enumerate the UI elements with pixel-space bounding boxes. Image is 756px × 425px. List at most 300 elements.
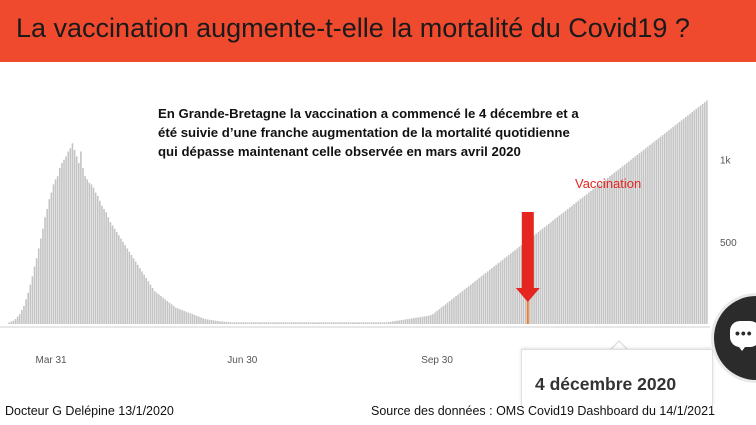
chart-bar (177, 308, 179, 324)
chart-bar (285, 322, 287, 324)
chart-bar (516, 248, 518, 324)
chart-bar (618, 170, 620, 324)
chart-bar (51, 193, 53, 324)
chart-bar (23, 306, 25, 324)
chart-bar (63, 160, 65, 324)
chart-bar (11, 322, 13, 324)
chart-bar (204, 319, 206, 324)
chart-bar (443, 306, 445, 324)
chart-bar (53, 184, 55, 324)
chart-bar (459, 293, 461, 324)
chart-bar (150, 285, 152, 324)
chart-bar (508, 255, 510, 324)
chart-bar (424, 316, 426, 324)
chart-bar (306, 322, 308, 324)
chart-bar (27, 293, 29, 324)
chart-bar (453, 298, 455, 324)
x-tick-label: Sep 30 (421, 355, 453, 366)
chart-bar (537, 232, 539, 324)
chart-bar (244, 322, 246, 324)
chart-bar (666, 132, 668, 324)
chart-bar (356, 322, 358, 324)
chart-bar (318, 322, 320, 324)
chart-bar (261, 322, 263, 324)
chart-bar (409, 319, 411, 324)
chart-bar (651, 143, 653, 324)
chart-bar (350, 322, 352, 324)
chart-bar (215, 321, 217, 324)
chart-bar (32, 276, 34, 324)
chart-bar (223, 322, 225, 324)
chart-bar (360, 322, 362, 324)
chart-bar (308, 322, 310, 324)
chart-bar (497, 263, 499, 324)
chart-bar (310, 322, 312, 324)
chart-bar (228, 322, 230, 324)
chart-bar (377, 322, 379, 324)
chart-bar (582, 198, 584, 325)
chart-bar (289, 322, 291, 324)
chart-bar (660, 137, 662, 324)
chart-bar (322, 322, 324, 324)
chart-bar (242, 322, 244, 324)
chart-bar (578, 201, 580, 324)
chart-bar (662, 135, 664, 324)
chart-bar (72, 143, 74, 324)
chart-bar (55, 179, 57, 324)
chart-bar (698, 107, 700, 324)
chart-bar (388, 322, 390, 324)
chart-bar (91, 184, 93, 324)
chart-bar (21, 310, 23, 324)
x-tick-label: Jun 30 (227, 355, 258, 366)
chart-bar (139, 268, 141, 324)
chart-bar (110, 222, 112, 324)
title-bar (0, 0, 756, 62)
chart-bar (451, 299, 453, 324)
chart-bar (196, 316, 198, 324)
chart-bar (548, 224, 550, 324)
chart-bar (61, 163, 63, 324)
chart-bar (373, 322, 375, 324)
chart-bar (672, 127, 674, 324)
chart-bar (603, 181, 605, 324)
chart-bar (89, 183, 91, 324)
chart-bar (329, 322, 331, 324)
chart-bar (213, 320, 215, 324)
chart-bar (485, 273, 487, 324)
chart-bar (145, 278, 147, 324)
chart-bar (462, 291, 464, 324)
chart-bar (491, 268, 493, 324)
chart-bar (365, 322, 367, 324)
chart-bar (643, 150, 645, 324)
chart-bar (478, 278, 480, 324)
chart-bar (247, 322, 249, 324)
y-tick-label: 500 (720, 237, 737, 249)
chart-bar (84, 176, 86, 324)
chart-bar (689, 114, 691, 324)
chart-bar (464, 290, 466, 325)
chart-bar (183, 311, 185, 324)
chart-bar (162, 298, 164, 324)
chart-bar (405, 319, 407, 324)
chart-bar (129, 252, 131, 324)
chart-bar (97, 196, 99, 324)
chart-bar (430, 315, 432, 324)
chart-bar (687, 115, 689, 324)
chart-bar (257, 322, 259, 324)
chart-bar (571, 206, 573, 324)
chart-bar (36, 258, 38, 324)
chart-bar (504, 258, 506, 324)
chart-bar (590, 191, 592, 324)
chart-bar (253, 322, 255, 324)
chart-bar (160, 296, 162, 324)
chart-bar (438, 309, 440, 324)
chart-bar (489, 270, 491, 324)
chart-bar (107, 217, 109, 324)
chart-bar (221, 322, 223, 324)
chart-bar (563, 212, 565, 324)
chart-bar (567, 209, 569, 324)
chat-icon (730, 321, 756, 347)
chart-bar (556, 217, 558, 324)
chart-bar (506, 257, 508, 324)
chart-bar (287, 322, 289, 324)
chart-bar (291, 322, 293, 324)
chart-bar (422, 317, 424, 324)
chart-bar (198, 317, 200, 324)
chart-bar (586, 194, 588, 324)
chart-bar (175, 308, 177, 324)
chart-bar (209, 320, 211, 324)
chart-bar (335, 322, 337, 324)
chart-bar (417, 317, 419, 324)
chart-bar (192, 314, 194, 324)
chart-bar (86, 179, 88, 324)
vaccination-label: Vaccination (575, 176, 642, 191)
chart-bar (649, 145, 651, 324)
chart-bar (436, 311, 438, 324)
chart-bar (544, 227, 546, 324)
chart-bar (169, 303, 171, 324)
chart-bar (118, 235, 120, 324)
chart-bar (415, 318, 417, 324)
chart-bar (396, 321, 398, 324)
chart-bar (348, 322, 350, 324)
chart-bar (542, 229, 544, 324)
chart-bar (337, 322, 339, 324)
chart-bar (679, 122, 681, 324)
chart-bar (428, 316, 430, 324)
chart-bar (599, 184, 601, 324)
chart-bar (103, 209, 105, 324)
chart-bar (514, 250, 516, 324)
chart-bar (78, 163, 80, 324)
chart-bar (352, 322, 354, 324)
chart-bar (190, 313, 192, 324)
chart-bar (133, 258, 135, 324)
chart-bar (80, 152, 82, 325)
chart-bar (240, 322, 242, 324)
chart-bar (95, 193, 97, 324)
chart-bar (156, 293, 158, 324)
chart-bar (390, 322, 392, 324)
chart-bar (371, 322, 373, 324)
chart-bar (251, 322, 253, 324)
chart-bar (502, 260, 504, 324)
chart-bar (238, 322, 240, 324)
chart-bar (38, 248, 40, 324)
chart-bar (301, 322, 303, 324)
chart-bar (367, 322, 369, 324)
chart-bar (154, 291, 156, 324)
chart-bar (67, 152, 69, 325)
chart-bar (293, 322, 295, 324)
chart-bar (202, 318, 204, 324)
chart-bar (131, 255, 133, 324)
chart-bar (441, 308, 443, 324)
chart-bar (40, 239, 42, 324)
chart-bar (398, 320, 400, 324)
chart-bar (411, 318, 413, 324)
chart-bar (613, 173, 615, 324)
chart-bar (559, 216, 561, 324)
chart-bar (693, 110, 695, 324)
chart-bar (588, 193, 590, 324)
chart-bar (670, 129, 672, 325)
chart-bar (609, 176, 611, 324)
chart-bar (200, 317, 202, 324)
y-tick-label: 1k (720, 155, 731, 167)
chart-bar (112, 225, 114, 324)
chart-bar (615, 171, 617, 324)
chart-bar (57, 176, 59, 324)
annotation-text (158, 104, 608, 161)
chart-bar (143, 275, 145, 324)
chart-bar (468, 286, 470, 324)
annotation-line-2: été suivie d’une franche augmentation de la mortalité quotidienne (158, 125, 570, 140)
chart-bar (122, 242, 124, 324)
chart-bar (466, 288, 468, 324)
chart-bar (677, 124, 679, 324)
chart-bar (596, 186, 598, 324)
chart-bar (259, 322, 261, 324)
chart-bar (44, 217, 46, 324)
chart-bar (320, 322, 322, 324)
chart-bar (645, 148, 647, 324)
chart-bar (25, 299, 27, 324)
chart-bar (314, 322, 316, 324)
chart-bar (266, 322, 268, 324)
chart-bar (476, 280, 478, 324)
chart-bar (278, 322, 280, 324)
chart-bar (704, 102, 706, 324)
chart-bar (74, 150, 76, 324)
chart-bar (217, 321, 219, 324)
chart-bar (226, 322, 228, 324)
chart-bar (276, 322, 278, 324)
chart-bar (386, 322, 388, 324)
chart-bar (13, 321, 15, 324)
chart-bar (550, 222, 552, 324)
chart-bar (167, 301, 169, 324)
chart-bar (270, 322, 272, 324)
chart-bar (664, 133, 666, 324)
chart-bar (207, 319, 209, 324)
chart-bar (363, 322, 365, 324)
chart-bar (647, 147, 649, 324)
chart-bar (164, 299, 166, 324)
chart-bar (594, 188, 596, 324)
chart-bar (500, 262, 502, 324)
chart-bar (601, 183, 603, 324)
chart-bar (493, 267, 495, 325)
annotation-line-1: En Grande-Bretagne la vaccination a commencé le 4 décembre et a (158, 106, 579, 121)
chart-bar (76, 156, 78, 324)
chart-bar (403, 320, 405, 324)
chart-bar (268, 322, 270, 324)
chart-bar (656, 140, 658, 324)
chart-bar (152, 288, 154, 324)
chart-bar (481, 276, 483, 324)
chart-bar (510, 253, 512, 324)
chart-bar (611, 175, 613, 325)
chart-bar (445, 304, 447, 324)
chart-bar (605, 179, 607, 324)
chart-bar (263, 322, 265, 324)
chart-bar (274, 322, 276, 324)
chart-bar (495, 265, 497, 324)
chart-bar (70, 148, 72, 324)
chart-bar (658, 138, 660, 324)
slide-title: La vaccination augmente-t-elle la mortalité du Covid19 ? (16, 13, 690, 43)
chart-bar (15, 319, 17, 324)
chart-bar (519, 247, 521, 324)
chart-bar (584, 196, 586, 324)
chart-bar (59, 168, 61, 324)
chart-bar (101, 206, 103, 324)
chart-bar (282, 322, 284, 324)
chart-bar (483, 275, 485, 324)
chart-bar (552, 221, 554, 325)
x-tick-label: Mar 31 (35, 355, 67, 366)
chart-bar (702, 104, 704, 324)
date-tooltip-text: 4 décembre 2020 (535, 374, 677, 394)
chart-bar (683, 119, 685, 324)
chart-bar (304, 322, 306, 324)
chart-bar (674, 125, 676, 324)
chart-bar (354, 322, 356, 324)
chart-bar (34, 267, 36, 325)
chart-bar (369, 322, 371, 324)
chart-bar (449, 301, 451, 324)
chart-bar (232, 322, 234, 324)
chart-bar (316, 322, 318, 324)
chart-bar (158, 294, 160, 324)
chart-bar (384, 322, 386, 324)
chart-bar (105, 212, 107, 324)
chat-dots: ••• (735, 325, 753, 341)
chart-bar (358, 322, 360, 324)
chart-bar (327, 322, 329, 324)
chart-bar (339, 322, 341, 324)
chart-bar (392, 321, 394, 324)
chart-bar (312, 322, 314, 324)
chart-bar (99, 201, 101, 324)
chart-bar (331, 322, 333, 324)
chart-bar (561, 214, 563, 324)
chart-bar (272, 322, 274, 324)
chart-bar (219, 321, 221, 324)
chart-bar (341, 322, 343, 324)
chart-bar (230, 322, 232, 324)
chart-bar (344, 322, 346, 324)
footer-author: Docteur G Delépine 13/1/2020 (5, 404, 174, 418)
chart-bar (700, 106, 702, 325)
chart-bar (457, 294, 459, 324)
chart-bar (419, 317, 421, 324)
chart-bar (407, 319, 409, 324)
chart-bar (325, 322, 327, 324)
chart-bar (211, 320, 213, 324)
chart-bar (46, 209, 48, 324)
chart-bar (188, 313, 190, 325)
chart-bar (141, 271, 143, 324)
chart-bar (17, 317, 19, 324)
chart-bar (236, 322, 238, 324)
date-tooltip (521, 349, 713, 406)
chart-bar (185, 312, 187, 324)
chart-bar (432, 314, 434, 324)
chart-bar (554, 219, 556, 324)
chart-bar (592, 189, 594, 324)
chart-bar (126, 248, 128, 324)
chart-bar (114, 229, 116, 324)
chart-bar (565, 211, 567, 324)
chart-bar (540, 230, 542, 324)
chart-bar (29, 285, 31, 324)
chart-bar (580, 199, 582, 324)
chart-bar (426, 316, 428, 324)
chart-bar (691, 112, 693, 324)
chart-bar (148, 281, 150, 324)
chart-bar (346, 322, 348, 324)
chart-bar (681, 120, 683, 324)
chart-bar (400, 320, 402, 324)
chart-bar (455, 296, 457, 324)
chart-bar (487, 271, 489, 324)
chart-bar (512, 252, 514, 324)
chart-bar (381, 322, 383, 324)
y-tick-labels (720, 156, 737, 249)
chart-bar (173, 306, 175, 324)
chart-bar (333, 322, 335, 324)
chart-bar (120, 239, 122, 324)
chart-bar (569, 207, 571, 324)
chart-bar (474, 281, 476, 324)
chart-bar (82, 168, 84, 324)
chart-bar (297, 322, 299, 324)
chart-bar (379, 322, 381, 324)
chart-bar (93, 188, 95, 324)
chart-bar (48, 199, 50, 324)
chart-bar (573, 204, 575, 324)
chart-bar (607, 178, 609, 324)
chart-bar (413, 318, 415, 324)
chart-bar (181, 310, 183, 324)
